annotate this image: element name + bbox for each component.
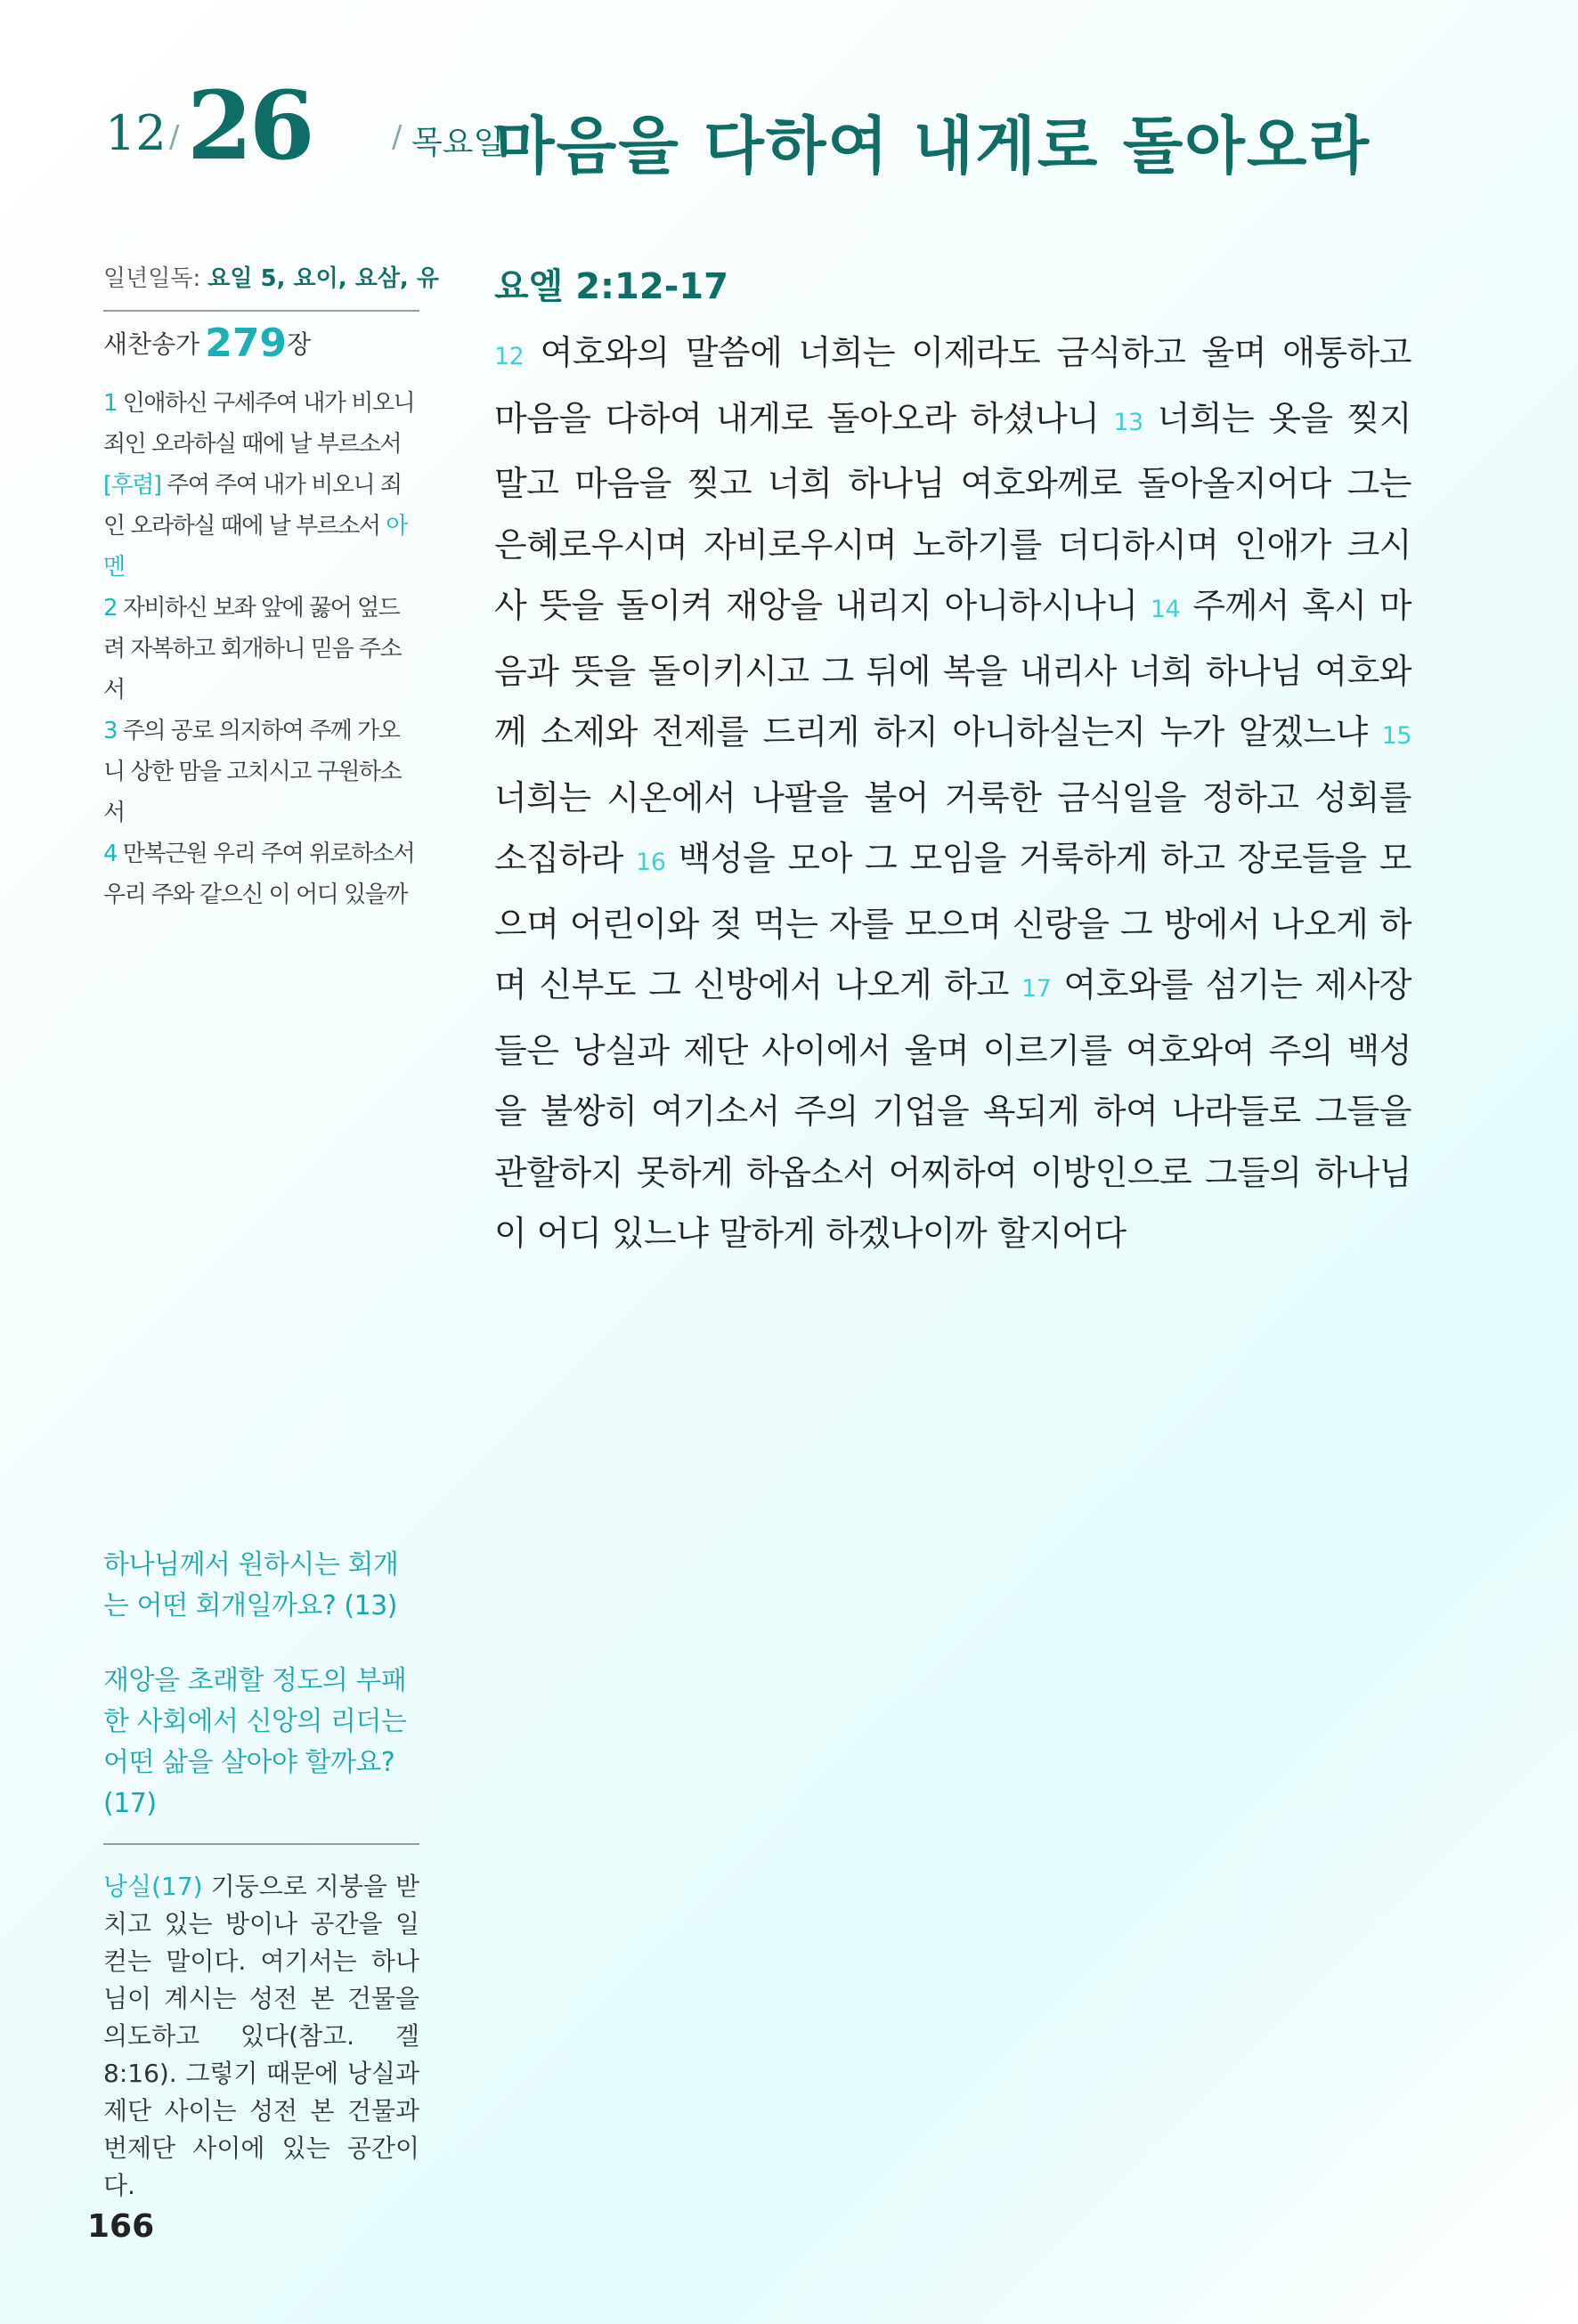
stanza-text: 주여 주여 내가 비오니 죄인 오라하실 때에 날 부르소서 (103, 472, 402, 540)
note-term: 낭실(17) (103, 1872, 203, 1901)
verse-number: 17 (1021, 975, 1052, 1003)
date-block (105, 69, 505, 185)
annual-reading (103, 260, 439, 293)
verse-number: 14 (1150, 596, 1181, 623)
hymn-stanza (103, 711, 419, 833)
stanza-text: 인애하신 구세주여 내가 비오니 죄인 오라하실 때에 날 부르소서 (103, 390, 415, 458)
passage-reference: 요엘 2:12-17 (494, 266, 728, 307)
hymn-stanza (103, 833, 419, 915)
stanza-number: 1 (103, 390, 118, 417)
verse-number: 16 (636, 849, 666, 876)
verse-text: 여호와를 섬기는 제사장들은 낭실과 제단 사이에서 울며 이르기를 여호와여 주의 백성을 불쌍히 여기소서 주의 기업을 욕되게 하여 나라들로 그들을 관할하지 못하게 하옵소서 어찌하여 이방인으로 그들의 하나님이 어디 있느냐 말하게 하겠나이까 할지어다 (494, 965, 1412, 1253)
annual-reading-value: 요일 5, 요이, 요삼, 유 (207, 265, 439, 292)
reflection-questions (103, 1545, 419, 1858)
date-month: 12 (105, 105, 167, 161)
verse-text: 너희는 시온에서 나팔을 불어 거룩한 금식일을 정하고 성회를 소집하라 (494, 777, 1411, 878)
hymn-stanza (103, 588, 419, 711)
chorus-tag: [후렴] (103, 472, 161, 499)
stanza-text: 자비하신 보좌 앞에 꿇어 엎드려 자복하고 회개하니 믿음 주소서 (103, 595, 402, 703)
verse-text: 너희는 옷을 찢지 말고 마음을 찢고 너희 하나님 여호와께로 돌아올지어다 그는 은혜로우시며 자비로우시며 노하기를 더디하시며 인애가 크시사 뜻을 돌이켜 재앙을 내리지 아니하시나니 (494, 398, 1411, 625)
page-number: 166 (87, 2208, 155, 2245)
hymn-heading (103, 321, 419, 366)
hymn-chorus (103, 465, 419, 588)
note-text: 기둥으로 지붕을 받치고 있는 방이나 공간을 일컫는 말이다. 여기서는 하나님이 계시는 성전 본 건물을 의도하고 있다(참고. 겔 8:16). 그렇기 때문에 낭실과 제단 사이는 성전 본 건물과 번제단 사이에 있는 공간이다. (103, 1872, 419, 2200)
verse-number: 15 (1381, 722, 1411, 750)
divider (103, 1843, 419, 1845)
divider (103, 310, 419, 312)
verse-number: 13 (1113, 408, 1143, 436)
date-separator: / (392, 119, 403, 155)
hymn-stanza (103, 383, 419, 465)
date-separator: / (169, 119, 180, 155)
stanza-text: 주의 공로 의지하여 주께 가오니 상한 맘을 고치시고 구원하소서 (103, 718, 402, 826)
verse-text: 여호와의 말씀에 너희는 이제라도 금식하고 울며 애통하고 마음을 다하여 내게로 돌아오라 하셨나니 (494, 333, 1411, 438)
page-title: 마음을 다하여 내게로 돌아오라 (494, 109, 1371, 183)
hymn-label-prefix: 새찬송가 (103, 329, 200, 359)
date-weekday: 목요일 (411, 125, 505, 161)
date-day: 26 (187, 69, 312, 181)
verse-text: 백성을 모아 그 모임을 거룩하게 하고 장로들을 모으며 어린이와 젖 먹는 자를 모으며 신랑을 그 방에서 나오게 하며 신부도 그 신방에서 나오게 하고 (494, 839, 1411, 1004)
reflection-question: 하나님께서 원하시는 회개는 어떤 회개일까요? (13) (103, 1549, 399, 1621)
hymn-lyrics (103, 383, 419, 915)
amen-text: 아멘 (103, 513, 407, 581)
verse-text: 주께서 혹시 마음과 뜻을 돌이키시고 그 뒤에 복을 내리사 너희 하나님 여호와께 소제와 전제를 드리게 하지 아니하실는지 누가 알겠느냐 (494, 586, 1411, 752)
hymn-label-suffix: 장 (287, 329, 312, 359)
reflection-question: 재앙을 초래할 정도의 부패한 사회에서 신앙의 리더는 어떤 삶을 살아야 할까요? (17) (103, 1665, 407, 1819)
stanza-number: 2 (103, 595, 118, 622)
word-note (103, 1868, 419, 2205)
hymn-number: 279 (205, 321, 288, 366)
stanza-number: 3 (103, 718, 118, 744)
verse-number: 12 (494, 343, 525, 370)
scripture-passage (494, 322, 1411, 1264)
stanza-text: 만복근원 우리 주여 위로하소서 우리 주와 같으신 이 어디 있을까 (103, 841, 415, 908)
annual-reading-label: 일년일독: (103, 265, 201, 292)
stanza-number: 4 (103, 841, 118, 867)
